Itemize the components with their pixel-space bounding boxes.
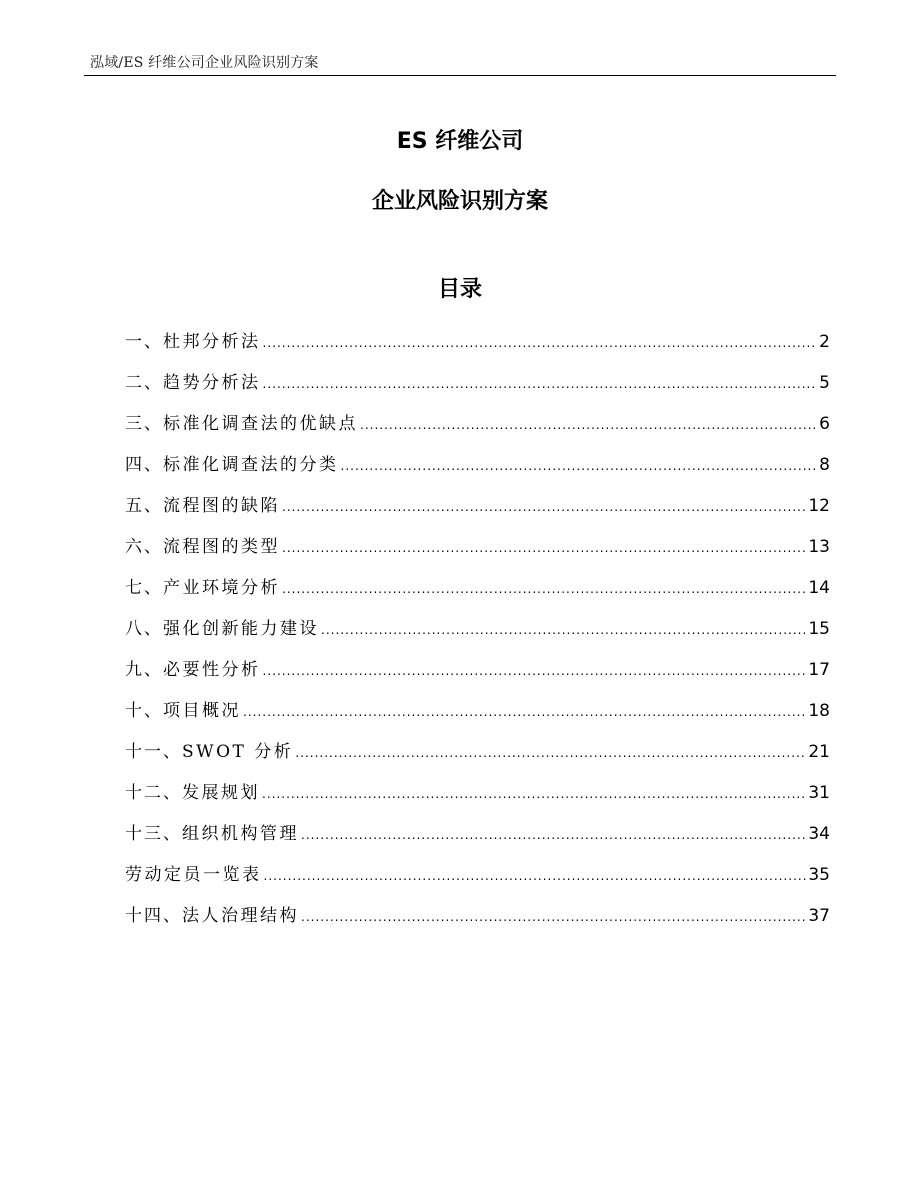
toc-entry[interactable] [125, 404, 830, 445]
toc-entry-page: 35 [808, 865, 830, 885]
document-title-company: ES 纤维公司 [396, 129, 524, 154]
toc-entry[interactable] [125, 773, 830, 814]
toc-leader-dots [301, 815, 806, 856]
toc-entry-number: 十三、 [125, 824, 182, 844]
toc-entry-page: 8 [819, 455, 830, 475]
toc-entry-page: 13 [808, 537, 830, 557]
toc-entry[interactable] [125, 322, 830, 363]
toc-leader-dots [282, 569, 806, 610]
toc-entry-number: 八、 [125, 619, 163, 639]
toc-entry-number: 九、 [125, 660, 163, 680]
toc-heading: 目录 [437, 277, 482, 302]
toc-entry-page: 15 [808, 619, 830, 639]
toc-entry[interactable] [125, 650, 830, 691]
toc-entry-title: 杜邦分析法 [163, 332, 261, 352]
toc-entry-title: 组织机构管理 [182, 824, 299, 844]
toc-entry[interactable] [125, 363, 830, 404]
toc-entry-number: 五、 [125, 496, 163, 516]
toc-entry-title: 趋势分析法 [163, 373, 261, 393]
toc-entry-number: 十二、 [125, 783, 182, 803]
toc-entry-page: 37 [808, 906, 830, 926]
toc-entry-page: 21 [808, 742, 830, 762]
toc-entry[interactable] [125, 486, 830, 527]
toc-entry-page: 14 [808, 578, 830, 598]
toc-entry[interactable] [125, 445, 830, 486]
toc-entry-number: 三、 [125, 414, 163, 434]
running-header: 泓域/ES 纤维公司企业风险识别方案 [90, 55, 319, 71]
toc-entry-number: 四、 [125, 455, 163, 475]
toc-entry-number: 十、 [125, 701, 163, 721]
toc-entry-page: 2 [819, 332, 830, 352]
toc-entry-page: 34 [808, 824, 830, 844]
toc-entry-page: 6 [819, 414, 830, 434]
toc-entry-number: 十四、 [125, 906, 182, 926]
toc-entry-number: 六、 [125, 537, 163, 557]
toc-entry-title: 必要性分析 [163, 660, 261, 680]
toc-entry-title: 标准化调查法的优缺点 [163, 414, 358, 434]
toc-leader-dots [301, 897, 806, 938]
toc-entry-title: 法人治理结构 [182, 906, 299, 926]
toc-entry[interactable] [125, 527, 830, 568]
toc-entry[interactable] [125, 896, 830, 937]
toc-entry-title: 标准化调查法的分类 [163, 455, 339, 475]
toc-leader-dots [341, 446, 818, 487]
toc-entry-number: 七、 [125, 578, 163, 598]
toc-entry-page: 17 [808, 660, 830, 680]
toc-entry-title: 流程图的缺陷 [163, 496, 280, 516]
toc-leader-dots [321, 610, 806, 651]
toc-leader-dots [264, 856, 807, 897]
toc-entry-title: SWOT 分析 [182, 742, 294, 762]
toc-entry[interactable] [125, 732, 830, 773]
toc-entry-page: 18 [808, 701, 830, 721]
toc-leader-dots [282, 487, 806, 528]
toc-leader-dots [295, 733, 806, 774]
toc-entry-number: 十一、 [125, 742, 182, 762]
toc-entry-page: 5 [819, 373, 830, 393]
toc-leader-dots [360, 405, 817, 446]
header-divider [84, 75, 836, 76]
toc-entry[interactable] [125, 568, 830, 609]
toc-entry-number: 一、 [125, 332, 163, 352]
toc-entry[interactable] [125, 691, 830, 732]
toc-entry-title: 流程图的类型 [163, 537, 280, 557]
toc-entry[interactable] [125, 609, 830, 650]
toc-entry-title: 产业环境分析 [163, 578, 280, 598]
toc-entry-page: 31 [808, 783, 830, 803]
toc-entry-title: 强化创新能力建设 [163, 619, 319, 639]
toc-leader-dots [282, 528, 806, 569]
toc-leader-dots [262, 774, 806, 815]
toc-leader-dots [263, 323, 818, 364]
toc-leader-dots [243, 692, 806, 733]
toc-entry-title: 发展规划 [182, 783, 260, 803]
table-of-contents [125, 322, 830, 937]
document-title-plan: 企业风险识别方案 [371, 189, 548, 214]
toc-entry-number: 二、 [125, 373, 163, 393]
toc-entry-title: 项目概况 [163, 701, 241, 721]
toc-leader-dots [263, 651, 807, 692]
toc-leader-dots [263, 364, 818, 405]
toc-entry[interactable] [125, 855, 830, 896]
toc-entry-page: 12 [808, 496, 830, 516]
toc-entry-title: 劳动定员一览表 [125, 865, 262, 885]
toc-entry[interactable] [125, 814, 830, 855]
